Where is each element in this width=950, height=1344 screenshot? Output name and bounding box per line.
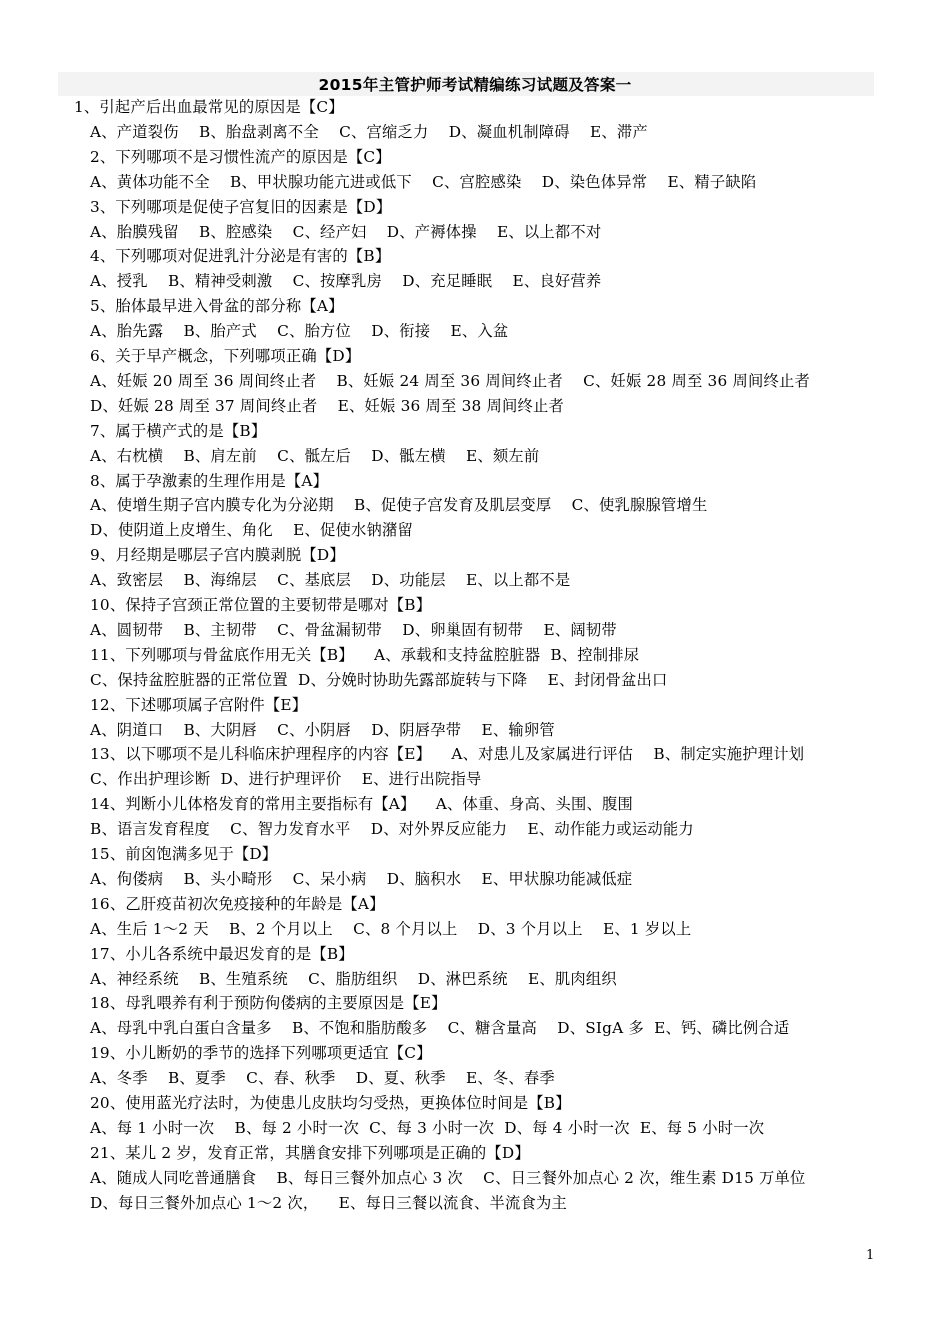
answer-options-line: A、佝偻病 B、头小畸形 C、呆小病 D、脑积水 E、甲状腺功能减低症 xyxy=(90,869,633,888)
answer-options-line: A、胎先露 B、胎产式 C、胎方位 D、衔接 E、入盆 xyxy=(90,322,509,341)
answer-options-line: A、致密层 B、海绵层 C、基底层 D、功能层 E、以上都不是 xyxy=(90,571,571,590)
answer-options-line: A、冬季 B、夏季 C、春、秋季 D、夏、秋季 E、冬、春季 xyxy=(90,1069,555,1088)
answer-options-line: C、保持盆腔脏器的正常位置 D、分娩时协助先露部旋转与下降 E、封闭骨盆出口 xyxy=(90,670,668,689)
answer-options-line: C、作出护理诊断 D、进行护理评价 E、进行出院指导 xyxy=(90,770,482,789)
question-text: 13、以下哪项不是儿科临床护理程序的内容【E】 A、对患儿及家属进行评估 B、制定实施护理计划 xyxy=(90,745,805,764)
question-text: 8、属于孕激素的生理作用是【A】 xyxy=(90,471,329,490)
question-text: 4、下列哪项对促进乳汁分泌是有害的【B】 xyxy=(90,247,391,266)
answer-options-line: D、每日三餐外加点心 1～2 次， E、每日三餐以流食、半流食为主 xyxy=(90,1193,567,1212)
question-text: 10、保持子宫颈正常位置的主要韧带是哪对【B】 xyxy=(90,596,432,614)
answer-options-line: D、妊娠 28 周至 37 周间终止者 E、妊娠 36 周至 38 周间终止者 xyxy=(90,396,564,415)
answer-options-line: A、妊娠 20 周至 36 周间终止者 B、妊娠 24 周至 36 周间终止者 C、妊娠 28 周至 36 周间终止者 xyxy=(90,371,810,390)
document-title: 2015年主管护师考试精编练习试题及答案一 xyxy=(318,76,632,94)
answer-options-line: A、胎膜残留 B、腔感染 C、经产妇 D、产褥体操 E、以上都不对 xyxy=(90,222,602,241)
answer-options-line: B、语言发育程度 C、智力发育水平 D、对外界反应能力 E、动作能力或运动能力 xyxy=(90,820,694,839)
answer-options-line: A、随成人同吃普通膳食 B、每日三餐外加点心 3 次 C、日三餐外加点心 2 次，维生素 D15 万单位 xyxy=(90,1168,806,1187)
question-text: 5、胎体最早进入骨盆的部分称【A】 xyxy=(90,297,344,316)
answer-options-line: A、产道裂伤 B、胎盘剥离不全 C、宫缩乏力 D、凝血机制障碍 E、滞产 xyxy=(90,122,648,141)
answer-options-line: A、授乳 B、精神受刺激 C、按摩乳房 D、充足睡眠 E、良好营养 xyxy=(90,272,602,291)
question-text: 2、下列哪项不是习惯性流产的原因是【C】 xyxy=(90,147,391,166)
question-text: 11、下列哪项与骨盆底作用无关【B】 A、承载和支持盆腔脏器 B、控制排尿 xyxy=(90,645,640,664)
question-text: 15、前囟饱满多见于【D】 xyxy=(90,845,278,863)
question-text: 7、属于横产式的是【B】 xyxy=(90,421,267,440)
question-text: 14、判断小儿体格发育的常用主要指标有【A】 A、体重、身高、头围、腹围 xyxy=(90,795,634,814)
question-text: 19、小儿断奶的季节的选择下列哪项更适宜【C】 xyxy=(90,1044,432,1063)
answer-options-line: A、使增生期子宫内膜专化为分泌期 B、促使子宫发育及肌层变厚 C、使乳腺腺管增生 xyxy=(90,496,708,515)
question-text: 20、使用蓝光疗法时，为使患儿皮肤均匀受热，更换体位时间是【B】 xyxy=(90,1094,571,1112)
question-text: 1、引起产后出血最常见的原因是【C】 xyxy=(74,98,344,116)
question-text: 9、月经期是哪层子宫内膜剥脱【D】 xyxy=(90,546,345,565)
question-text: 3、下列哪项是促使子宫复旧的因素是【D】 xyxy=(90,197,392,216)
answer-options-line: D、使阴道上皮增生、角化 E、促使水钠潴留 xyxy=(90,521,414,540)
question-text: 6、关于早产概念，下列哪项正确【D】 xyxy=(90,347,361,365)
question-text: 12、下述哪项属子宫附件【E】 xyxy=(90,695,308,714)
answer-options-line: A、右枕横 B、肩左前 C、骶左后 D、骶左横 E、颏左前 xyxy=(90,446,540,465)
question-text: 17、小儿各系统中最迟发育的是【B】 xyxy=(90,944,354,963)
question-text: 16、乙肝疫苗初次免疫接种的年龄是【A】 xyxy=(90,894,385,913)
page-number: 1 xyxy=(866,1248,875,1263)
answer-options-line: A、阴道口 B、大阴唇 C、小阴唇 D、阴唇孕带 E、输卵管 xyxy=(90,720,555,739)
answer-options-line: A、神经系统 B、生殖系统 C、脂肪组织 D、淋巴系统 E、肌肉组织 xyxy=(90,969,617,988)
answer-options-line: A、母乳中乳白蛋白含量多 B、不饱和脂肪酸多 C、糖含量高 D、SIgA 多 E、钙、磷比例合适 xyxy=(90,1019,790,1038)
answer-options-line: A、黄体功能不全 B、甲状腺功能亢进或低下 C、宫腔感染 D、染色体异常 E、精子缺陷 xyxy=(90,172,757,191)
question-text: 18、母乳喂养有利于预防佝偻病的主要原因是【E】 xyxy=(90,994,447,1013)
answer-options-line: A、每 1 小时一次 B、每 2 小时一次 C、每 3 小时一次 D、每 4 小时一次 E、每 5 小时一次 xyxy=(90,1118,765,1137)
answer-options-line: A、生后 1～2 天 B、2 个月以上 C、8 个月以上 D、3 个月以上 E、1 岁以上 xyxy=(90,919,692,938)
question-text: 21、某儿 2 岁，发育正常，其膳食安排下列哪项是正确的【D】 xyxy=(90,1143,530,1162)
answer-options-line: A、圆韧带 B、主韧带 C、骨盆漏韧带 D、卵巢固有韧带 E、阔韧带 xyxy=(90,620,617,639)
